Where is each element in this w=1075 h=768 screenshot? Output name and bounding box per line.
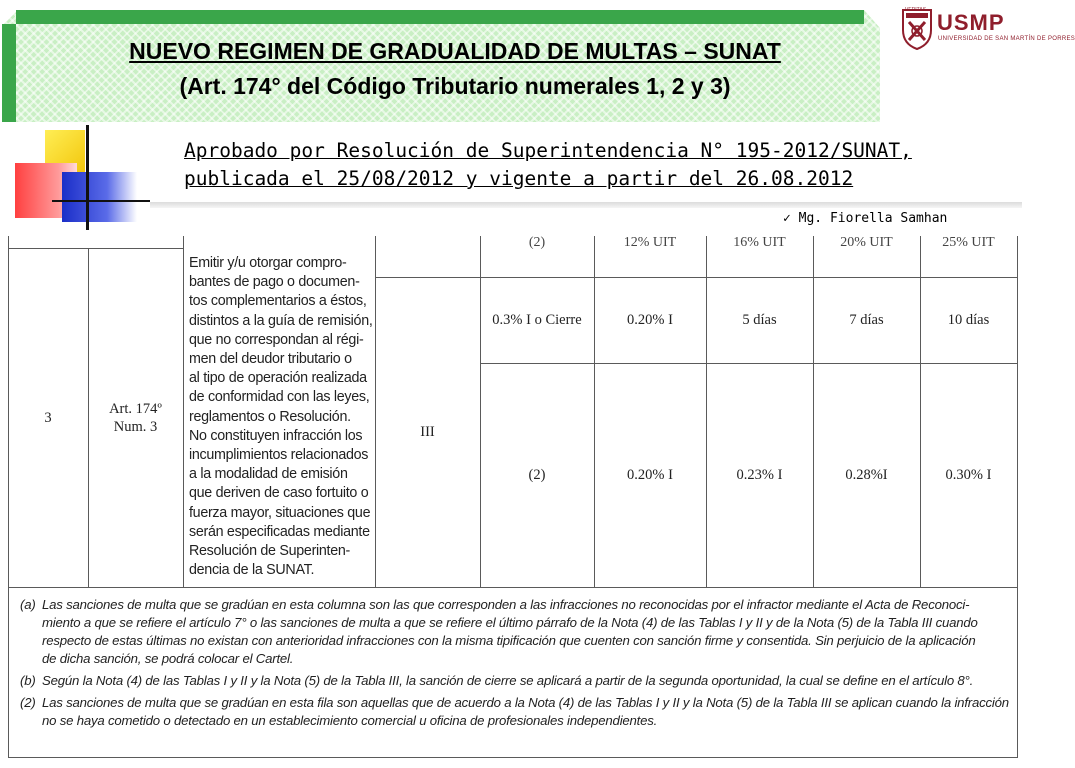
description-line: que deriven de caso fortuito o: [189, 485, 369, 502]
title-banner: [2, 10, 880, 122]
table-cell: 0.20% I: [627, 312, 673, 328]
article-cell: [88, 249, 183, 587]
cut-cell: (2): [528, 235, 546, 250]
description-line: de conformidad con las leyes,: [189, 389, 370, 406]
decorative-blocks: [0, 125, 150, 230]
note-line: Las sanciones de multa que se gradúan en esta fila son aquellas que de acuerdo a la Nota (4) de las Tablas I y II y la Nota (5) de la Tabla III se aplican cuando la infracción: [42, 695, 1009, 710]
note-line: Según la Nota (4) de las Tablas I y II y la Nota (5) de la Tabla III, la sanción de cierre se aplicará a partir de la segunda oportunidad, la cual se define en el artículo 8°.: [42, 673, 974, 688]
table-cell: 0.3% I o Cierre: [492, 312, 582, 328]
table-cell: 10 días: [947, 312, 990, 328]
note-tag: (2): [20, 695, 36, 710]
description-line: al tipo de operación realizada: [189, 370, 367, 387]
table-cell: 0.20% I: [627, 467, 673, 483]
logo-subtitle: UNIVERSIDAD DE SAN MARTÍN DE PORRES: [938, 36, 1075, 42]
table-number-cell: III: [420, 424, 435, 440]
banner-top-border: [16, 10, 864, 24]
description-line: No constituyen infracción los: [189, 427, 363, 444]
approval-line-2: publicada el 25/08/2012 y vigente a partir del 26.08.2012: [184, 167, 854, 190]
note-line: miento a que se refiere el artículo 7° o las sanciones de multa a que se refiere el último párrafo de la Nota (4) de las Tablas I y II y de la Nota (5) de la Tabla III cuando: [42, 615, 978, 630]
description-line: men del deudor tributario o: [189, 351, 352, 368]
checkmark-icon: ✓: [783, 211, 791, 226]
table-cell: 0.30% I: [945, 467, 992, 483]
table-cell: 7 días: [849, 312, 884, 328]
logo-motto: VERITAS: [905, 7, 927, 13]
divider: [150, 202, 1022, 208]
approval-line-1: Aprobado por Resolución de Superintendencia N° 195-2012/SUNAT,: [184, 139, 912, 162]
cut-cell: 20% UIT: [840, 235, 893, 250]
article-line: Num. 3: [113, 419, 158, 435]
author-name: Mg. Fiorella Samhan: [798, 211, 948, 226]
description-line: dencia de la SUNAT.: [189, 562, 315, 579]
approval-text: [184, 137, 912, 193]
description-line: reglamentos o Resolución.: [189, 408, 351, 425]
logo-name: USMP: [937, 10, 1005, 35]
description-line: fuerza mayor, situaciones que: [189, 504, 371, 521]
description-line: serán especificadas mediante: [189, 523, 370, 540]
note-b: [20, 672, 1015, 690]
article-line: Art. 174º: [109, 401, 162, 417]
note-line: no se haya cometido o detectado en un establecimiento comercial u oficina de profesionales independientes.: [42, 713, 658, 728]
numeral-cell: 3: [44, 409, 52, 426]
banner-left-border: [2, 24, 16, 122]
note-tag: (a): [20, 597, 36, 612]
note-line: Las sanciones de multa que se gradúan en esta columna son las que corresponden a las infracciones no reconocidas por el infractor mediante el Acta de Reconoci-: [42, 597, 970, 612]
cut-cell: 25% UIT: [942, 235, 995, 250]
description-line: incumplimientos relacionados: [189, 447, 369, 464]
description-line: que no correspondan al régi-: [189, 331, 364, 348]
note-a: [20, 596, 1015, 668]
description-line: distintos a la guía de remisión,: [189, 312, 373, 329]
page-title: NUEVO REGIMEN DE GRADUALIDAD DE MULTAS – SUNAT: [129, 38, 781, 64]
table-cell: 0.23% I: [736, 467, 783, 483]
infraction-description: [189, 254, 373, 580]
note-2: [20, 694, 1015, 730]
table-notes: [20, 596, 1015, 732]
note-line: de dicha sanción, se podrá colocar el Cartel.: [42, 651, 294, 666]
description-line: bantes de pago o documen-: [189, 274, 360, 291]
table-cell: 0.28%I: [845, 467, 888, 483]
description-line: a la modalidad de emisión: [189, 466, 348, 483]
description-line: tos complementarios a éstos,: [189, 293, 367, 310]
description-line: Emitir y/u otorgar compro-: [189, 255, 347, 271]
page-subtitle: (Art. 174° del Código Tributario numerales 1, 2 y 3): [179, 73, 731, 99]
table-cell: 5 días: [742, 312, 777, 328]
note-tag: (b): [20, 673, 36, 688]
table-cell: (2): [528, 467, 546, 483]
cut-cell: 12% UIT: [623, 235, 677, 250]
author: [783, 211, 947, 226]
note-line: respecto de estas últimas no existan con anterioridad infracciones con la misma tipificación que cuenten con sanción firme y consentida. Sin perjuicio de la aplicación: [42, 633, 976, 648]
cut-cell: 16% UIT: [733, 235, 786, 250]
description-line: Resolución de Superinten-: [189, 543, 350, 560]
